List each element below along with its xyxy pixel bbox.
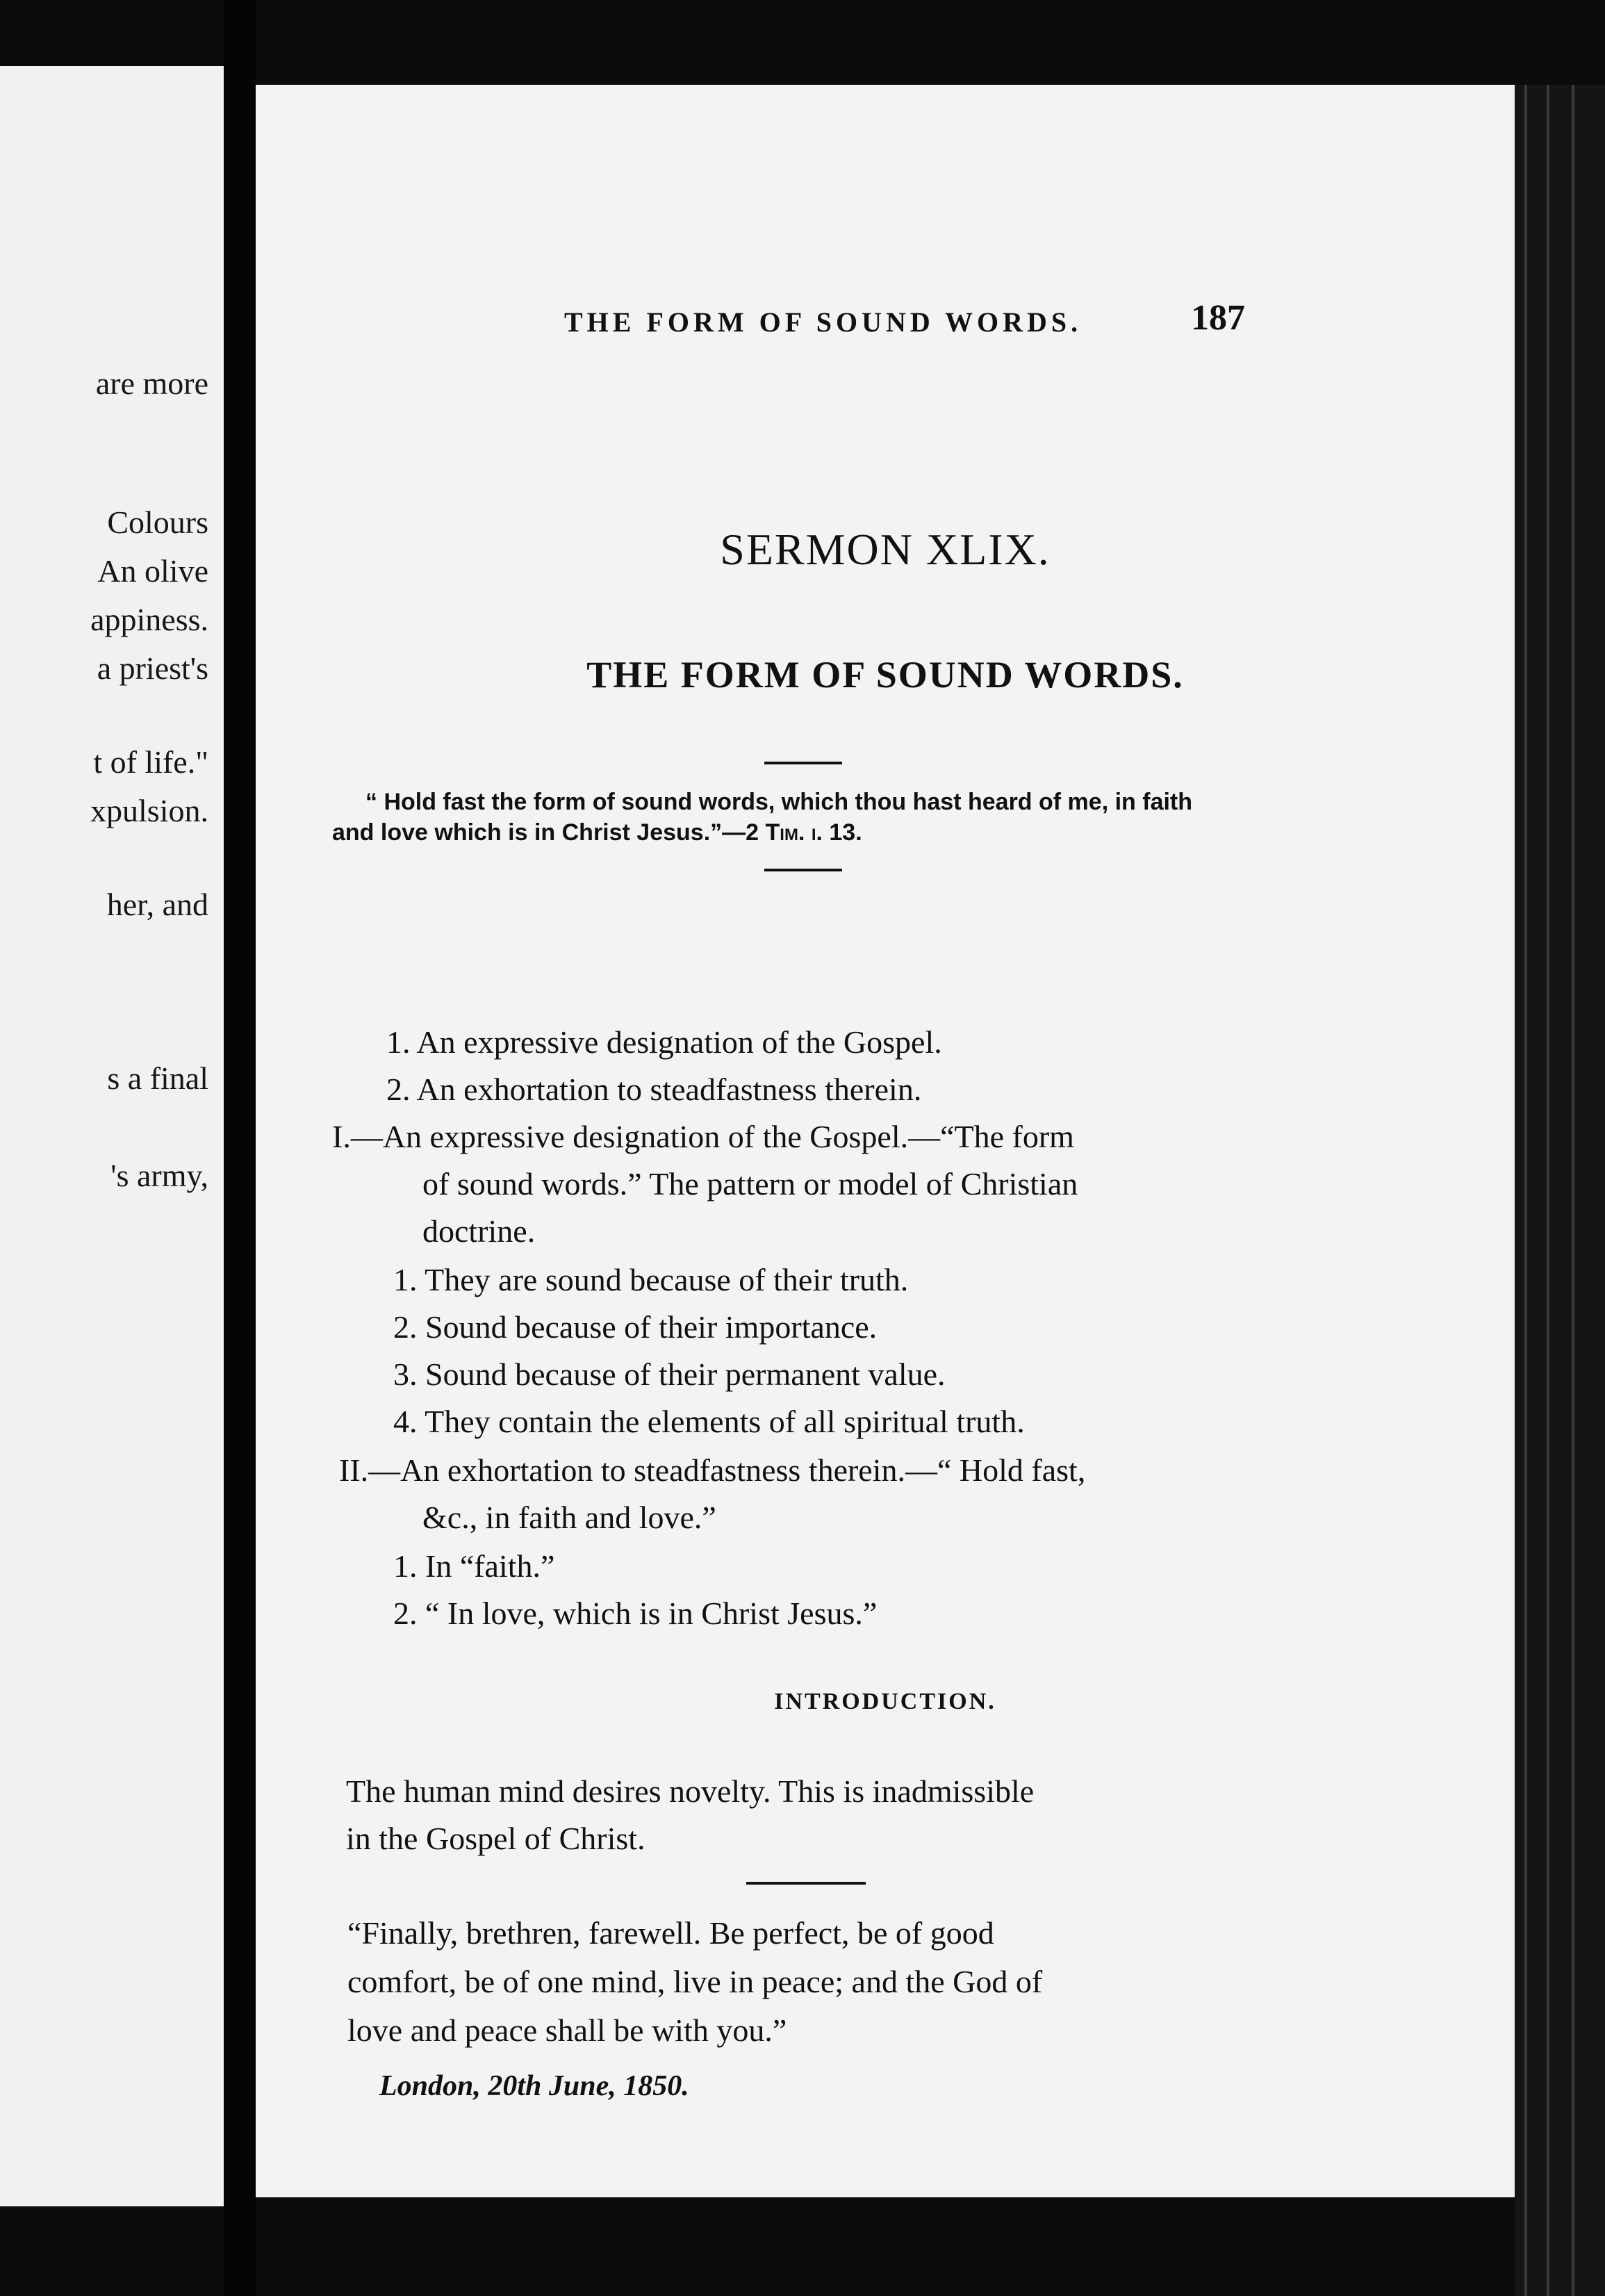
running-head: THE FORM OF SOUND WORDS. xyxy=(564,306,1083,338)
epigraph-text: and love which is in Christ Jesus.”—2 xyxy=(332,819,759,846)
fragment-text: s a final xyxy=(107,1060,208,1096)
fragment-text: a priest's xyxy=(97,650,208,686)
section-text: of sound words.” The pattern or model of Christian xyxy=(422,1166,1078,1202)
fragment-text: xpulsion. xyxy=(90,793,208,828)
book-page xyxy=(256,85,1515,2197)
fragment-text: are more xyxy=(95,366,208,401)
introduction-text: in the Gospel of Christ. xyxy=(346,1821,645,1856)
fragment-text: appiness. xyxy=(90,602,208,637)
outline-item: 2. An exhortation to steadfastness therein. xyxy=(386,1072,922,1107)
fragment-text: her, and xyxy=(106,887,208,922)
divider-rule xyxy=(746,1882,866,1885)
closing-text: “Finally, brethren, farewell. Be perfect, be of good xyxy=(347,1915,994,1951)
outline-point: 2. Sound because of their importance. xyxy=(393,1309,878,1345)
epigraph-line: “ Hold fast the form of sound words, which thou hast heard of me, in faith xyxy=(365,789,1193,815)
outline-point: 1. In “faith.” xyxy=(393,1548,555,1584)
sermon-title: THE FORM OF SOUND WORDS. xyxy=(586,654,1184,696)
introduction-heading: INTRODUCTION. xyxy=(774,1689,996,1714)
outline-point: 1. They are sound because of their truth. xyxy=(393,1262,909,1297)
section-text: &c., in faith and love.” xyxy=(422,1500,716,1535)
previous-page-fragment xyxy=(0,66,224,2206)
edge-line xyxy=(1572,85,1574,2296)
epigraph-citation: Tim. i. 13. xyxy=(765,819,862,846)
outline-point: 2. “ In love, which is in Christ Jesus.” xyxy=(393,1596,878,1631)
section-heading: II.—An exhortation to steadfastness therein.—“ Hold fast, xyxy=(339,1452,1086,1488)
page-edge xyxy=(1515,85,1605,2296)
fragment-text: t of life." xyxy=(93,744,208,780)
book-gutter xyxy=(224,0,256,2296)
fragment-text: Colours xyxy=(107,505,208,540)
dateline: London, 20th June, 1850. xyxy=(379,2070,689,2102)
fragment-text: 's army, xyxy=(110,1158,208,1193)
section-heading: I.—An expressive designation of the Gospel.—“The form xyxy=(332,1119,1074,1154)
sermon-number: SERMON XLIX. xyxy=(720,525,1051,574)
section-text: doctrine. xyxy=(422,1213,536,1249)
closing-text: love and peace shall be with you.” xyxy=(347,2012,787,2048)
outline-point: 3. Sound because of their permanent value. xyxy=(393,1356,946,1392)
fragment-text: An olive xyxy=(97,553,208,589)
divider-rule xyxy=(764,762,842,764)
edge-line xyxy=(1524,85,1527,2296)
divider-rule xyxy=(764,869,842,871)
epigraph-line-2 xyxy=(332,817,1416,848)
edge-line xyxy=(1547,85,1549,2296)
introduction-text: The human mind desires novelty. This is inadmissible xyxy=(346,1773,1035,1809)
outline-point: 4. They contain the elements of all spiritual truth. xyxy=(393,1404,1025,1439)
closing-text: comfort, be of one mind, live in peace; and the God of xyxy=(347,1964,1043,1999)
epigraph xyxy=(332,787,1416,848)
outline-item: 1. An expressive designation of the Gospel. xyxy=(386,1024,942,1060)
page-number: 187 xyxy=(1191,298,1245,338)
